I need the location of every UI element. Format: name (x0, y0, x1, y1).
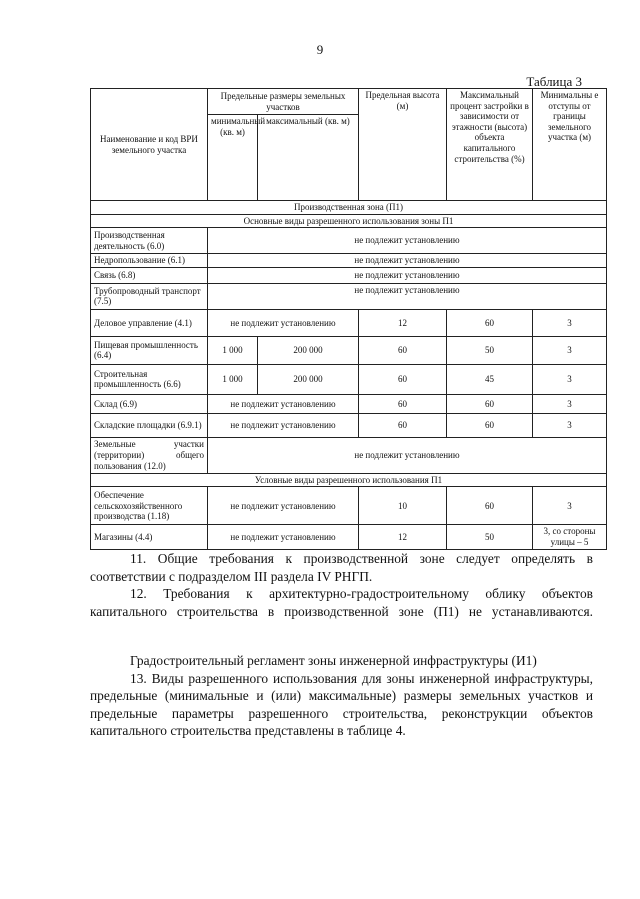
table-row (91, 394, 607, 413)
row-sizes-value: не подлежит установлению (208, 413, 359, 437)
paragraph-11: 11. Общие требования к производственной зоне следует определять в соответствии с подразделом III раздела IV РНГП. (90, 551, 593, 584)
row-sizes-value: не подлежит установлению (208, 309, 359, 336)
table-row (91, 413, 607, 437)
paragraph-11-block (90, 550, 593, 620)
row-percent: 60 (447, 413, 533, 437)
row-height: 10 (359, 487, 447, 525)
table-row (91, 228, 607, 254)
header-max: максимальный (кв. м) (258, 115, 359, 201)
header-percent: Максимальный процент застройки в зависимости от этажности (высота) объекта капитального строительства (%) (447, 89, 533, 201)
row-name: Склад (6.9) (91, 394, 208, 413)
row-sizes-value: не подлежит установлению (208, 525, 359, 549)
row-percent: 50 (447, 336, 533, 364)
table-caption: Таблица 3 (526, 74, 582, 89)
row-name: Складские площадки (6.9.1) (91, 413, 208, 437)
row-height: 12 (359, 525, 447, 549)
row-setback: 3 (533, 413, 607, 437)
row-max: 200 000 (258, 364, 359, 394)
row-merged-value: не подлежит установлению (208, 283, 607, 309)
row-name: Обеспечение сельскохозяйственного производства (1.18) (91, 487, 208, 525)
row-height: 60 (359, 394, 447, 413)
row-setback: 3, со стороны улицы – 5 (533, 525, 607, 549)
row-name: Строительная промышленность (6.6) (91, 364, 208, 394)
table-row (91, 283, 607, 309)
row-name: Связь (6.8) (91, 267, 208, 283)
table-row (91, 487, 607, 525)
row-height: 60 (359, 336, 447, 364)
zone-title: Производственная зона (П1) (91, 201, 607, 215)
row-height: 12 (359, 309, 447, 336)
header-size-group: Предельные размеры земельных участков (208, 89, 359, 115)
section-heading: Градостроительный регламент зоны инженерной инфраструктуры (И1) (130, 653, 537, 668)
table-row (91, 336, 607, 364)
row-name: Земельные участки (территории) общего пользования (12.0) (91, 437, 208, 473)
table-row (91, 525, 607, 549)
row-merged-value: не подлежит установлению (208, 254, 607, 268)
row-sizes-value: не подлежит установлению (208, 487, 359, 525)
row-percent: 60 (447, 309, 533, 336)
row-name: Недропользование (6.1) (91, 254, 208, 268)
row-setback: 3 (533, 364, 607, 394)
row-percent: 45 (447, 364, 533, 394)
header-height: Предельная высота (м) (359, 89, 447, 201)
table-row (91, 254, 607, 268)
row-name: Деловое управление (4.1) (91, 309, 208, 336)
row-merged-value: не подлежит установлению (208, 267, 607, 283)
row-percent: 60 (447, 394, 533, 413)
table-row (91, 364, 607, 394)
paragraph-12: 12. Требования к архитектурно-градостроительному облику объектов капитального строительства в производственной зоне (П1) не устанавливаются. (90, 586, 593, 619)
conditional-types-title: Условные виды разрешенного использования П1 (91, 473, 607, 487)
row-percent: 50 (447, 525, 533, 549)
table-row (91, 309, 607, 336)
row-name: Магазины (4.4) (91, 525, 208, 549)
row-name: Производственная деятельность (6.0) (91, 228, 208, 254)
section-block (90, 652, 593, 740)
row-setback: 3 (533, 309, 607, 336)
row-name: Трубопроводный транспорт (7.5) (91, 283, 208, 309)
header-min: минимальный (кв. м) (208, 115, 258, 201)
row-height: 60 (359, 364, 447, 394)
paragraph-13: 13. Виды разрешенного использования для зоны инженерной инфраструктуры, предельные (минимальные и (или) максимальные) размеры земельных участков и предельные параметры разрешенного строительства, реконструкции объектов капитального строительства представлены в таблице 4. (90, 670, 593, 739)
row-percent: 60 (447, 487, 533, 525)
row-name: Пищевая промышленность (6.4) (91, 336, 208, 364)
row-max: 200 000 (258, 336, 359, 364)
header-name: Наименование и код ВРИ земельного участка (91, 89, 208, 201)
row-min: 1 000 (208, 364, 258, 394)
table-row (91, 437, 607, 473)
table-row (91, 267, 607, 283)
row-setback: 3 (533, 336, 607, 364)
row-setback: 3 (533, 394, 607, 413)
row-min: 1 000 (208, 336, 258, 364)
row-merged-value: не подлежит установлению (208, 228, 607, 254)
header-setback: Минимальны е отступы от границы земельного участка (м) (533, 89, 607, 201)
row-height: 60 (359, 413, 447, 437)
zone-regulations-table (90, 88, 607, 550)
row-setback: 3 (533, 487, 607, 525)
main-types-title: Основные виды разрешенного использования зоны П1 (91, 214, 607, 228)
row-merged-value: не подлежит установлению (208, 437, 607, 473)
row-sizes-value: не подлежит установлению (208, 394, 359, 413)
page-number: 9 (316, 42, 324, 57)
